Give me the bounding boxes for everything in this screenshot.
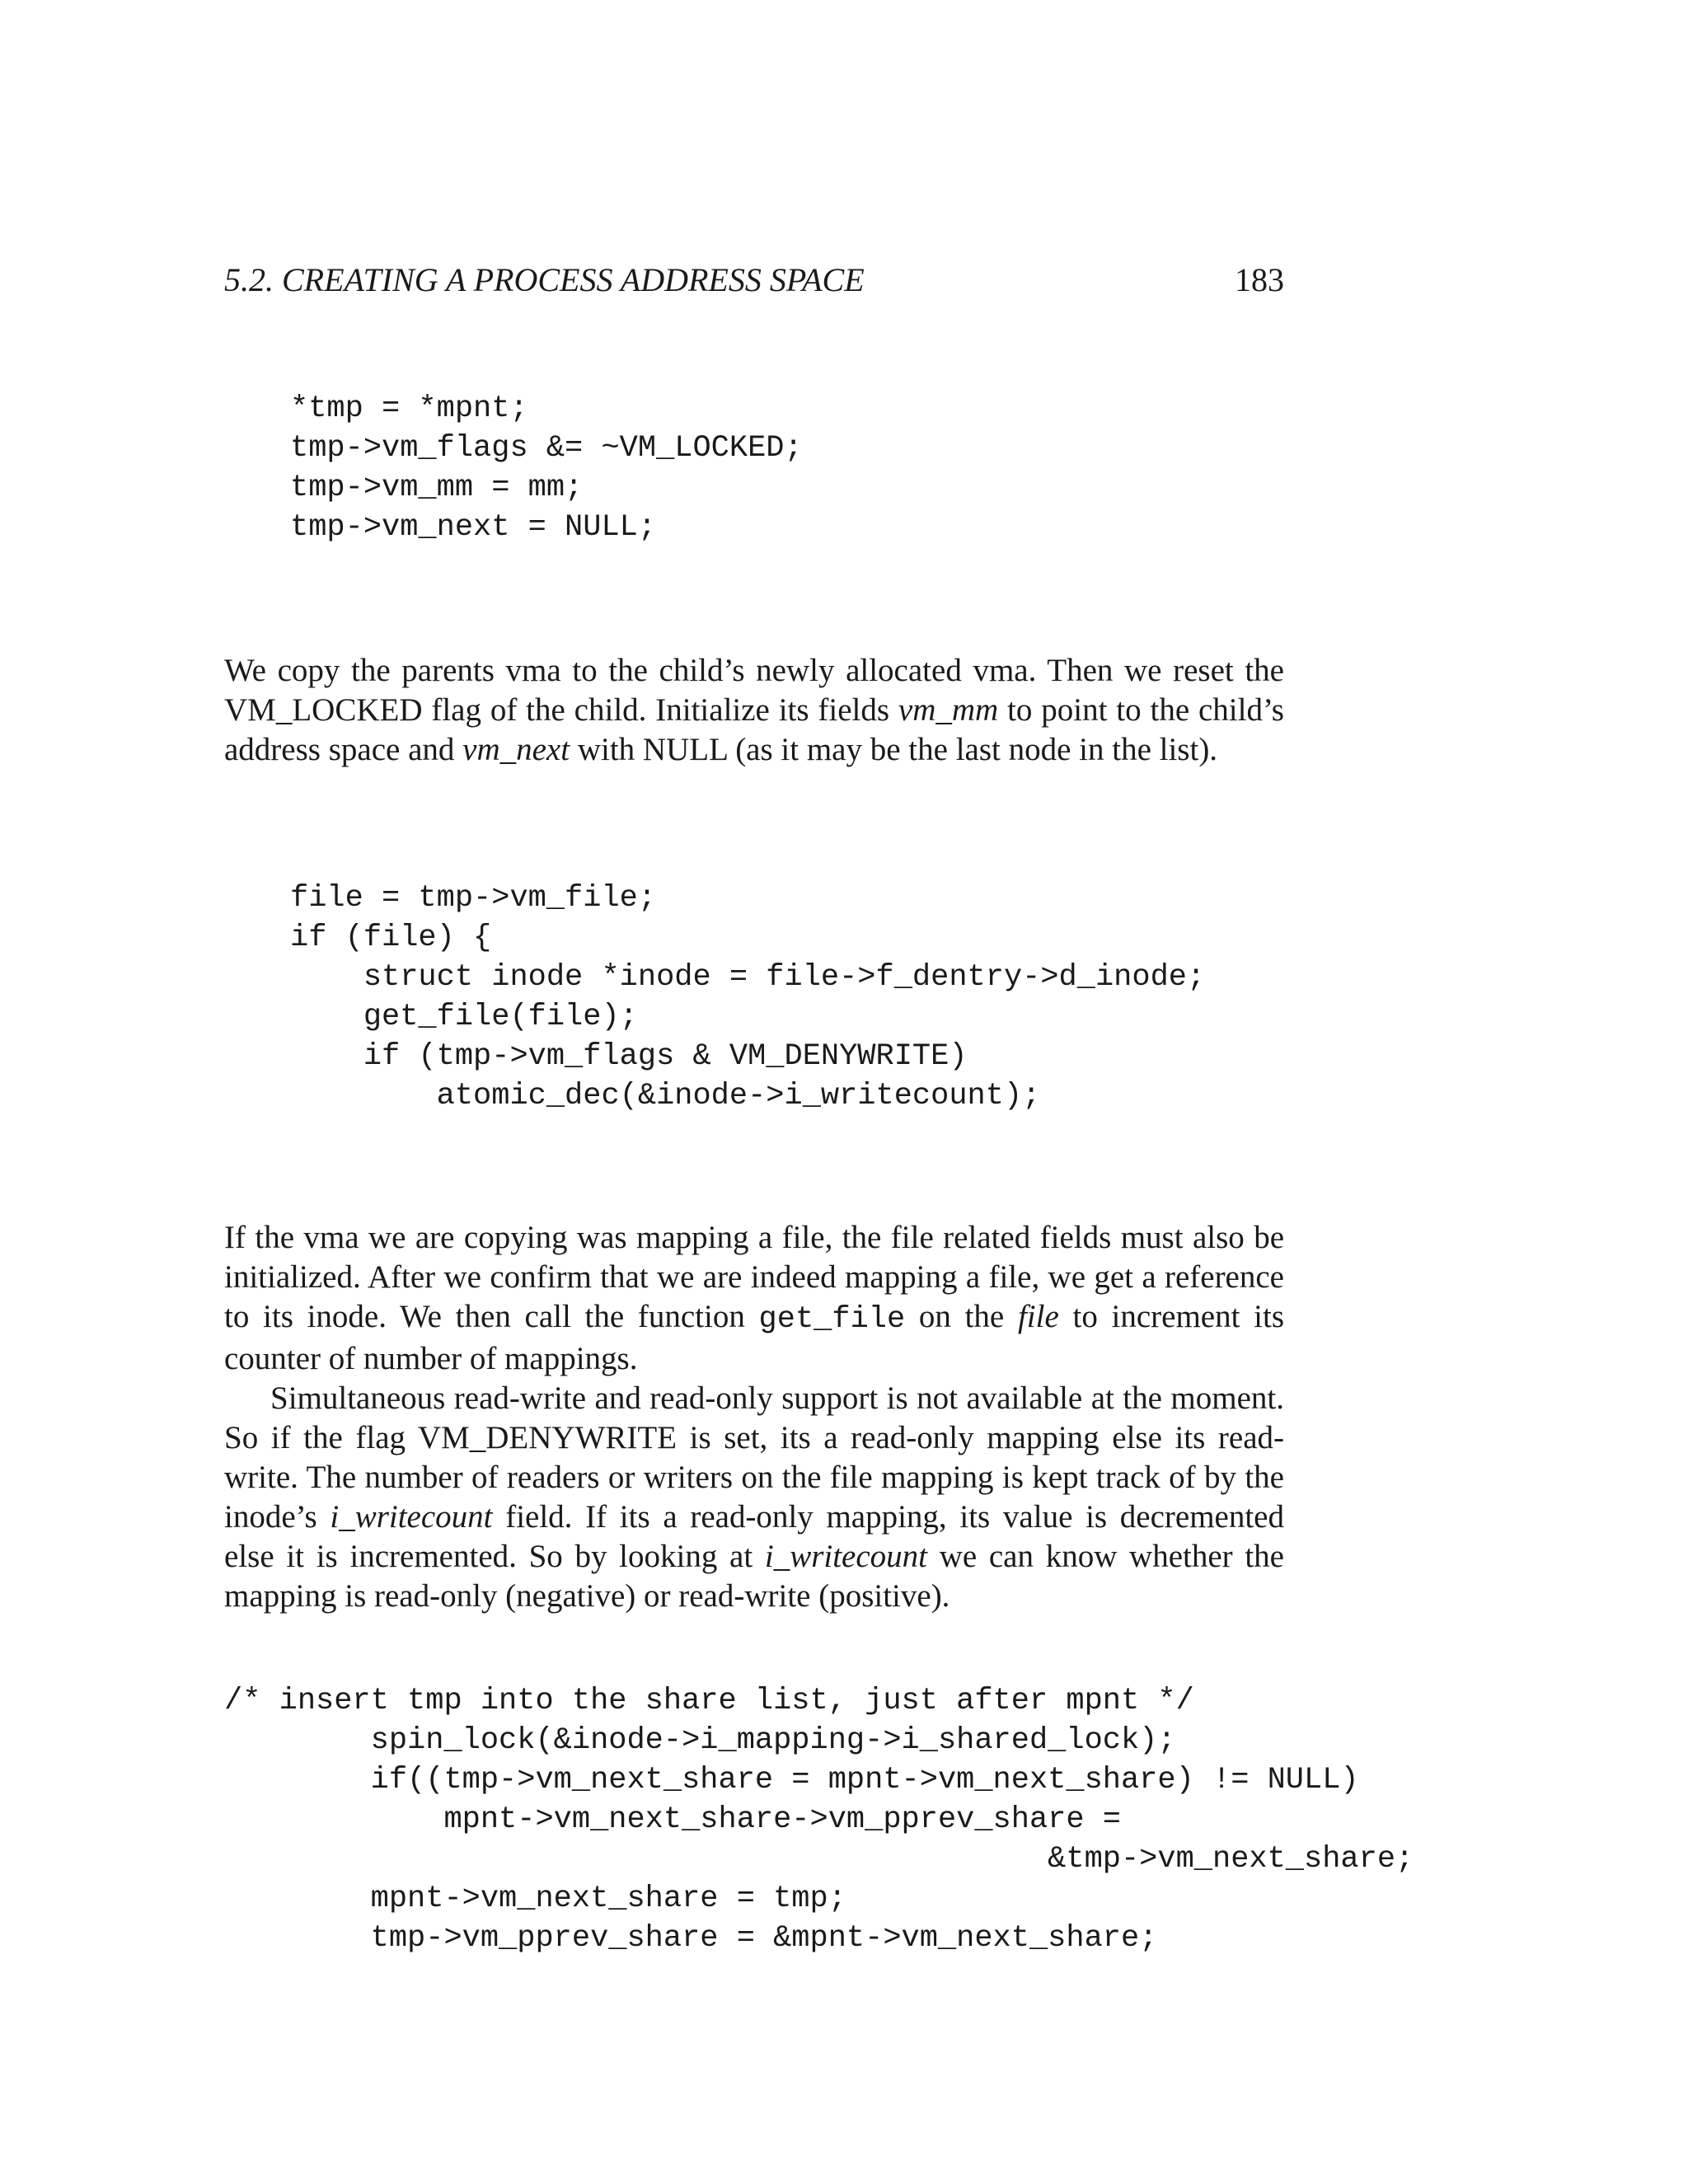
text-run: on the [905, 1299, 1018, 1334]
text-run: with NULL (as it may be the last node in the list). [570, 732, 1218, 767]
text-run: We copy the parents vma to the child’s newly allocated vma. Then we reset the VM_LOCKED flag of the child. Initialize its fields [224, 653, 1284, 728]
field-name-vm-next: vm_next [462, 732, 570, 767]
text-run: we can know whether the mapping is read-only (negative) or read-write (positive). [224, 1539, 1284, 1614]
text-run: Simultaneous read-write and read-only support is not available at the moment. So if the flag VM_DENYWRITE is set, its a read-only mapping else its read-write. The number of readers or writers on the file mapping is kept track of by the inode’s [224, 1380, 1284, 1535]
paragraph-copy-vma [224, 651, 1284, 770]
page-number: 183 [1235, 261, 1284, 298]
field-name-i-writecount: i_writecount [764, 1539, 928, 1574]
code-block-copy-vma [290, 389, 803, 547]
field-name-vm-mm: vm_mm [898, 692, 999, 728]
code-line: mpnt->vm_next_share = tmp; [224, 1882, 846, 1916]
code-line: if (tmp->vm_flags & VM_DENYWRITE) [290, 1039, 968, 1074]
code-line: *tmp = *mpnt; [290, 391, 528, 426]
field-name-i-writecount: i_writecount [330, 1499, 493, 1535]
code-block-share-list [224, 1681, 1414, 1958]
code-line: tmp->vm_flags &= ~VM_LOCKED; [290, 431, 803, 466]
code-line: tmp->vm_mm = mm; [290, 471, 584, 505]
text-run: to point to the child’s address space and [224, 692, 1284, 767]
code-line: if((tmp->vm_next_share = mpnt->vm_next_share) != NULL) [224, 1763, 1359, 1797]
code-line: &tmp->vm_next_share; [224, 1842, 1414, 1877]
code-line: atomic_dec(&inode->i_writecount); [290, 1079, 1041, 1113]
text-run: field. If its a read-only mapping, its value is decremented else it is incremented. So by looking at [224, 1499, 1284, 1574]
section-title: 5.2. CREATING A PROCESS ADDRESS SPACE [224, 261, 865, 298]
code-line: spin_lock(&inode->i_mapping->i_shared_lock); [224, 1723, 1176, 1758]
body-text-file-mapping [224, 1218, 1284, 1616]
field-name-file: file [1017, 1299, 1059, 1334]
paragraph-file-fields [224, 1218, 1284, 1379]
code-line: mpnt->vm_next_share->vm_pprev_share = [224, 1802, 1121, 1837]
code-line: if (file) { [290, 921, 492, 955]
code-line: tmp->vm_pprev_share = &mpnt->vm_next_share; [224, 1921, 1158, 1956]
code-line: /* insert tmp into the share list, just after mpnt */ [224, 1684, 1194, 1718]
code-line: tmp->vm_next = NULL; [290, 510, 657, 545]
text-run: If the vma we are copying was mapping a file, the file related fields must also be initialized. After we confirm that we are indeed mapping a file, we get a reference to its inode. We then call the function [224, 1220, 1284, 1334]
code-line: file = tmp->vm_file; [290, 881, 657, 916]
code-line: get_file(file); [290, 1000, 638, 1034]
function-name-get-file: get_file [758, 1302, 906, 1337]
paragraph-writecount [224, 1379, 1284, 1616]
running-header [224, 257, 1284, 303]
text-run: to increment its counter of number of mappings. [224, 1299, 1284, 1376]
code-line: struct inode *inode = file->f_dentry->d_inode; [290, 960, 1206, 995]
code-block-file-handling [290, 879, 1205, 1116]
